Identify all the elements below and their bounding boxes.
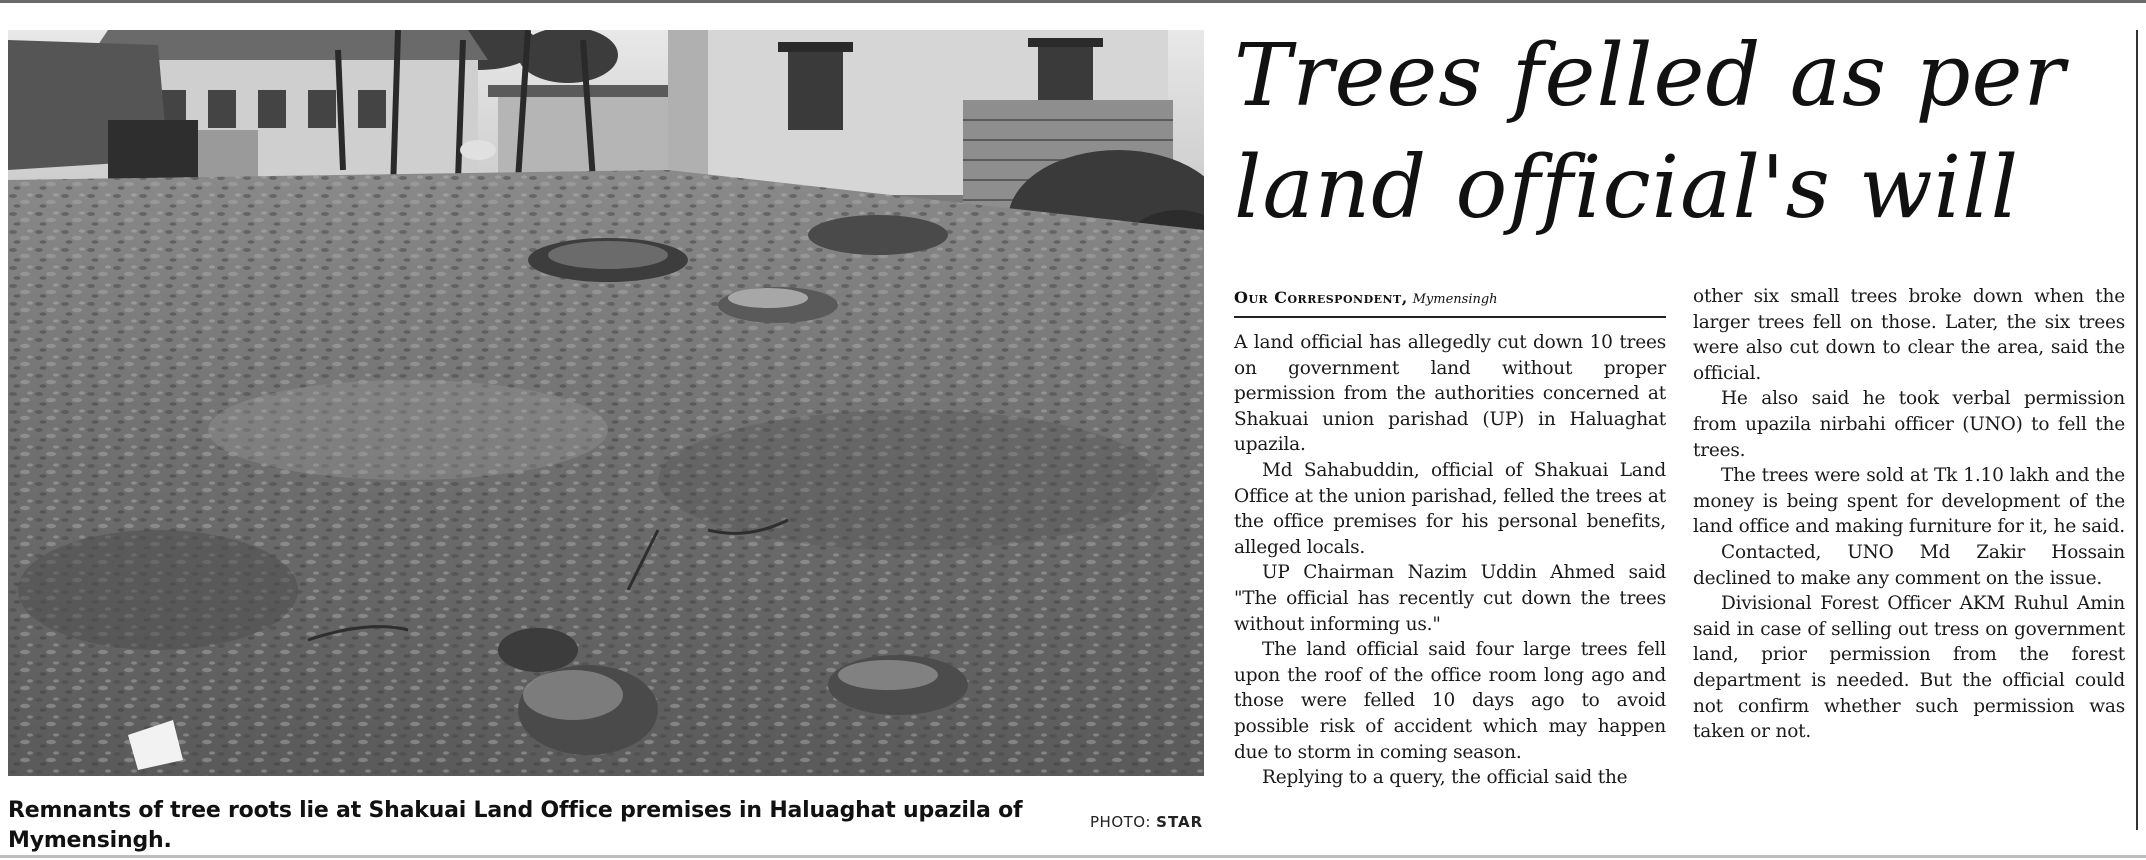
headline — [1234, 20, 2134, 244]
photo-credit-label: PHOTO: — [1090, 813, 1151, 831]
article-paragraph: Divisional Forest Officer AKM Ruhul Amin said in case of selling out tress on government land, prior permission from the forest department is needed. But the official could not confirm whether such permission was taken or not. — [1693, 593, 2125, 743]
byline-name: Our Correspondent, — [1234, 288, 1408, 307]
byline — [1234, 287, 1664, 311]
byline-rule — [1234, 316, 1666, 318]
photo-caption: Remnants of tree roots lie at Shakuai Land Office premises in Haluaghat upazila of Mymensingh. — [8, 798, 1023, 853]
photo-scene — [8, 30, 1204, 776]
article-paragraph: He also said he took verbal permission from upazila nirbahi officer (UNO) to fell the trees. — [1693, 388, 2125, 461]
article-column-1 — [1234, 330, 1666, 791]
headline-line-2: land official's will — [1234, 138, 2020, 238]
article-paragraph: The trees were sold at Tk 1.10 lakh and the money is being spent for development of the land office and making furniture for it, he said. — [1693, 465, 2125, 538]
article-column-2 — [1693, 284, 2125, 745]
news-photo — [8, 30, 1204, 776]
article-paragraph: A land official has allegedly cut down 10 trees on government land without proper permission from the authorities concerned at Shakuai union parishad (UP) in Haluaghat upazila. — [1234, 332, 1666, 456]
headline-line-1: Trees felled as per — [1234, 26, 2066, 126]
photo-credit-source: STAR — [1156, 813, 1204, 831]
article-paragraph: The land official said four large trees fell upon the roof of the office room long ago and those were felled 10 days ago to avoid possible risk of accident which may happen due to storm in coming season. — [1234, 639, 1666, 763]
article-paragraph: UP Chairman Nazim Uddin Ahmed said "The official has recently cut down the trees without informing us." — [1234, 562, 1666, 635]
article-paragraph: Replying to a query, the official said the — [1262, 767, 1628, 789]
article-paragraph: Md Sahabuddin, official of Shakuai Land Office at the union parishad, felled the trees at the office premises for his personal benefits, alleged locals. — [1234, 459, 1666, 558]
article-paragraph: Contacted, UNO Md Zakir Hossain declined to make any comment on the issue. — [1693, 541, 2125, 589]
article-paragraph: other six small trees broke down when the larger trees fell on those. Later, the six trees were also cut down to clear the area, said the official. — [1693, 286, 2125, 384]
bottom-rule — [0, 855, 2146, 858]
top-rule — [0, 0, 2146, 3]
column-rule — [2136, 30, 2138, 830]
byline-location: Mymensingh — [1412, 292, 1498, 307]
photo-credit — [1090, 812, 1203, 832]
